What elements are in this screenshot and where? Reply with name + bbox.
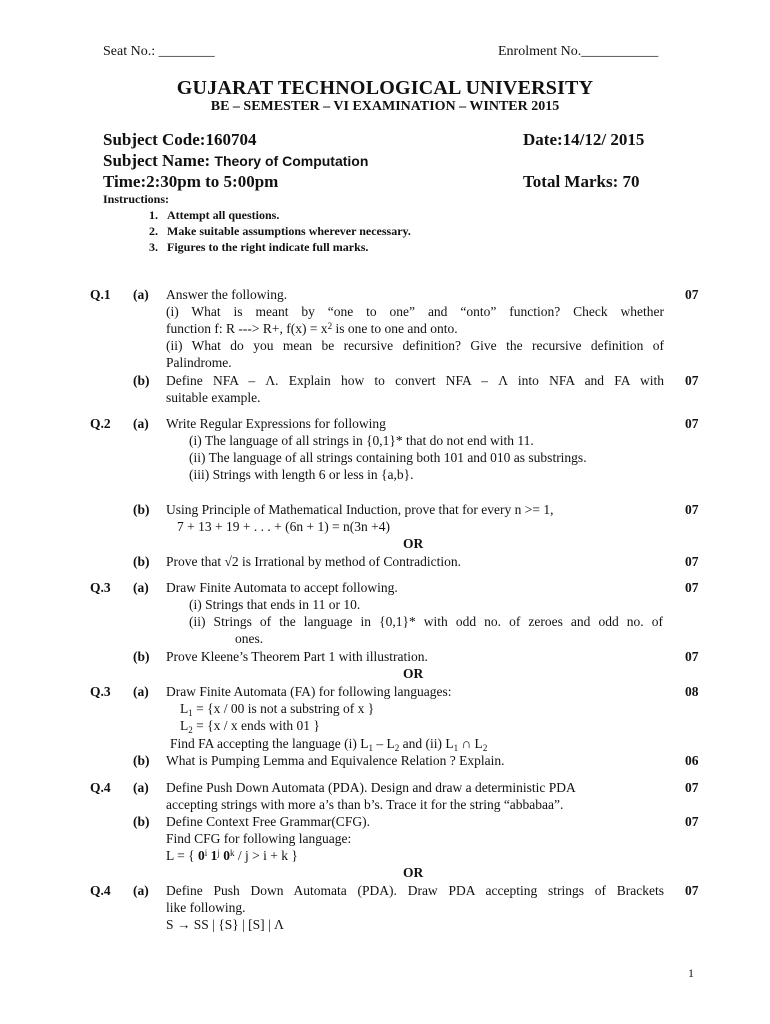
marks: 08	[685, 684, 699, 699]
question-number: Q.4	[90, 883, 111, 898]
superscript: k	[230, 848, 235, 858]
part-label: (a)	[133, 780, 149, 795]
function-def-end: is one to one and onto.	[332, 321, 458, 336]
marks: 07	[685, 502, 699, 517]
question-text: 7 + 13 + 19 + . . . + (6n + 1) = n(3n +4)	[177, 519, 391, 534]
marks: 07	[685, 580, 699, 595]
superscript: 2	[327, 321, 333, 331]
question-text: Find CFG for following language:	[166, 831, 352, 846]
part-label: (b)	[133, 649, 150, 664]
question-text	[170, 736, 487, 752]
question-text	[189, 614, 663, 630]
question-text: Draw Finite Automata (FA) for following languages:	[166, 684, 452, 699]
question-text: (i) The language of all strings in {0,1}* that do not end with 11.	[189, 433, 534, 448]
question-text: What is Pumping Lemma and Equivalence Relation ? Explain.	[166, 753, 505, 768]
subscript: 2	[482, 743, 488, 753]
marks: 07	[685, 814, 699, 829]
subject-name: Theory of Computation	[214, 153, 369, 169]
question-text: Answer the following.	[166, 287, 288, 302]
question-text: (i) Strings that ends in 11 or 10.	[189, 597, 361, 612]
find-text: and (ii) L	[399, 736, 454, 751]
question-text: accepting strings with more a’s than b’s. Trace it for the string “abbabaa”.	[166, 797, 564, 812]
question-text: Prove Kleene’s Theorem Part 1 with illustration.	[166, 649, 428, 664]
subscript: 2	[394, 743, 400, 753]
language-def	[180, 701, 374, 717]
part-label: (a)	[133, 416, 149, 431]
exam-time: Time:2:30pm to 5:00pm	[103, 172, 279, 191]
university-title: GUJARAT TECHNOLOGICAL UNIVERSITY	[176, 77, 594, 99]
question-text: Define Context Free Grammar(CFG).	[166, 814, 370, 829]
part-label: (b)	[133, 373, 150, 388]
part-label: (a)	[133, 580, 149, 595]
or-divider: OR	[403, 666, 424, 681]
subscript: 1	[453, 743, 459, 753]
lang-term: 0	[219, 848, 230, 863]
or-divider: OR	[403, 865, 424, 880]
question-text: (iii) Strings with length 6 or less in {a,b}.	[189, 467, 414, 482]
question-text: Write Regular Expressions for following	[166, 416, 386, 431]
enrolment-number-field: Enrolment No.___________	[498, 44, 659, 59]
question-text	[166, 373, 664, 389]
question-number: Q.2	[90, 416, 111, 431]
instruction-item: 3. Figures to the right indicate full marks.	[149, 240, 369, 254]
question-text: Draw Finite Automata to accept following.	[166, 580, 398, 595]
question-text-line: (i) What is meant by “one to one” and “onto” function? Check whether	[166, 304, 664, 319]
language-def	[180, 718, 320, 734]
marks: 07	[685, 883, 699, 898]
part-label: (b)	[133, 814, 150, 829]
find-text: ∩ L	[458, 736, 483, 751]
find-text: – L	[372, 736, 395, 751]
subject-code: Subject Code:160704	[103, 130, 257, 149]
page-number: 1	[688, 966, 694, 980]
marks: 07	[685, 649, 699, 664]
or-divider: OR	[403, 536, 424, 551]
question-text: like following.	[166, 900, 246, 915]
part-label: (b)	[133, 502, 150, 517]
marks: 07	[685, 287, 699, 302]
lang-term: 0	[197, 848, 205, 863]
question-text	[166, 321, 458, 337]
instruction-item: 2. Make suitable assumptions wherever necessary.	[149, 224, 411, 238]
seat-number-field: Seat No.: ________	[103, 44, 215, 59]
lang-symbol: L	[180, 718, 189, 733]
marks: 07	[685, 780, 699, 795]
language-def	[166, 848, 298, 864]
part-label: (b)	[133, 753, 150, 768]
question-text-line: Define Push Down Automata (PDA). Draw PDA accepting strings of Brackets	[166, 883, 664, 898]
function-def: function f: R ---> R+, f(x) = x	[166, 321, 328, 336]
find-text: Find FA accepting the language (i) L	[170, 736, 369, 751]
lang-def-text: = {x / x ends with 01 }	[192, 718, 320, 733]
lang-text: L = {	[166, 848, 198, 863]
question-text-line: Define NFA – Λ. Explain how to convert NFA – Λ into NFA and FA with	[166, 373, 664, 388]
question-text: (ii) The language of all strings containing both 101 and 010 as substrings.	[189, 450, 587, 465]
question-number: Q.3	[90, 580, 111, 595]
lang-text: / j > i + k }	[234, 848, 298, 863]
question-text-line: (ii) Strings of the language in {0,1}* with odd no. of zeroes and odd no. of	[189, 614, 663, 629]
subscript: 1	[368, 743, 373, 753]
question-text: Define Push Down Automata (PDA). Design and draw a deterministic PDA	[166, 780, 576, 795]
marks: 07	[685, 373, 699, 388]
part-label: (b)	[133, 554, 150, 569]
part-label: (a)	[133, 883, 149, 898]
superscript: j	[217, 848, 220, 858]
lang-def-text: = {x / 00 is not a substring of x }	[192, 701, 375, 716]
subscript: 2	[188, 725, 193, 735]
lang-symbol: L	[180, 701, 189, 716]
exam-title: BE – SEMESTER – VI EXAMINATION – WINTER 2015	[210, 99, 560, 114]
exam-date: Date:14/12/ 2015	[523, 130, 645, 149]
subscript: 1	[188, 708, 193, 718]
part-label: (a)	[133, 684, 149, 699]
question-text: Prove that √2 is Irrational by method of Contradiction.	[166, 554, 461, 569]
subject-name-label: Subject Name:	[103, 151, 215, 170]
part-label: (a)	[133, 287, 149, 302]
superscript: i	[204, 848, 208, 858]
question-number: Q.1	[90, 287, 111, 302]
question-text	[166, 883, 664, 899]
question-text: Using Principle of Mathematical Induction, prove that for every n >= 1,	[166, 502, 554, 517]
marks: 07	[685, 416, 699, 431]
question-number: Q.3	[90, 684, 111, 699]
lang-term: 1	[207, 848, 218, 863]
instructions-title: Instructions:	[103, 192, 170, 206]
marks: 06	[685, 753, 699, 768]
marks: 07	[685, 554, 699, 569]
question-text: Palindrome.	[166, 355, 232, 370]
subject-name-line	[103, 151, 368, 171]
question-text-line: (ii) What do you mean be recursive definition? Give the recursive definition of	[166, 338, 664, 353]
question-text: ones.	[235, 631, 264, 646]
question-text	[166, 338, 664, 354]
question-number: Q.4	[90, 780, 111, 795]
grammar-rule: S → SS | {S} | [S] | Λ	[166, 917, 284, 932]
instruction-item: 1. Attempt all questions.	[149, 208, 280, 222]
question-text: suitable example.	[166, 390, 261, 405]
question-text	[166, 304, 664, 320]
total-marks: Total Marks: 70	[523, 172, 640, 191]
